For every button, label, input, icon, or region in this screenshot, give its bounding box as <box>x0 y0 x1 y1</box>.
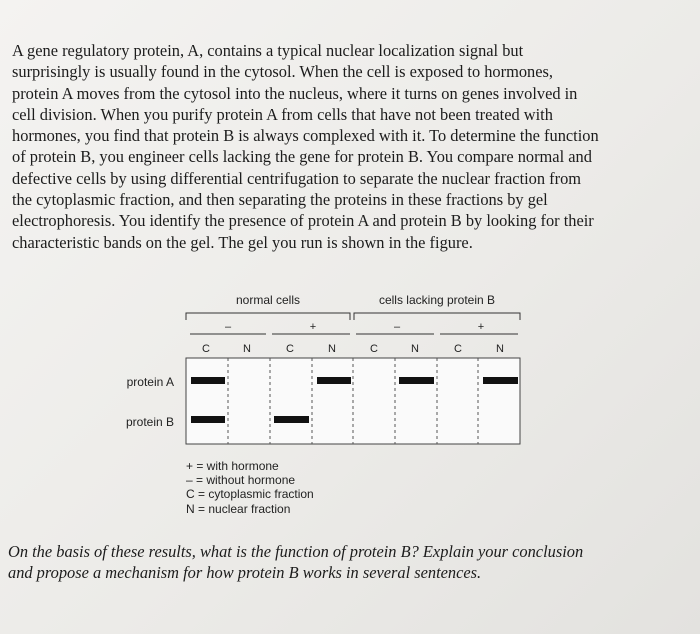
treatment-label: – <box>393 321 401 333</box>
lane-label: N <box>496 343 504 355</box>
lane-label: C <box>286 343 294 355</box>
paragraph-line: cell division. When you purify protein A from cells that have not been treated with <box>12 104 553 124</box>
band-protein-a-lane-4 <box>317 377 351 384</box>
question-line: On the basis of these results, what is the function of protein B? Explain your conclusion <box>8 542 584 561</box>
lane-label: N <box>328 343 336 355</box>
question-line: and propose a mechanism for how protein B works in several sentences. <box>8 563 482 583</box>
paragraph-line: of protein B, you engineer cells lacking the gene for protein B. You compare normal and <box>12 147 592 167</box>
row-label-protein-b: protein B <box>125 415 174 429</box>
treatment-label: + <box>309 321 317 333</box>
band-protein-a-lane-1 <box>191 377 225 384</box>
legend-line: + = with hormone <box>186 459 279 473</box>
lane-label: N <box>243 343 251 355</box>
group-label-lacking-b: cells lacking protein B <box>378 293 496 307</box>
lane-label: C <box>202 343 210 355</box>
group-bracket-lacking-b <box>354 313 520 320</box>
legend-line: C = cytoplasmic fraction <box>186 487 314 502</box>
paragraph-line: A gene regulatory protein, A, contains a typical nuclear localization signal but <box>12 41 524 60</box>
question-text <box>8 541 698 584</box>
paragraph-line: surprisingly is usually found in the cytosol. When the cell is exposed to hormones, <box>12 62 553 82</box>
lane-label: N <box>411 343 419 355</box>
treatment-label: + <box>477 321 485 333</box>
band-protein-b-lane-1 <box>191 416 225 423</box>
lane-label: C <box>454 343 462 355</box>
paragraph-line: hormones, you find that protein B is always complexed with it. To determine the function <box>12 126 599 146</box>
band-protein-b-lane-3 <box>274 416 309 423</box>
group-label-normal: normal cells <box>235 293 301 307</box>
treatment-label: – <box>224 321 232 333</box>
row-label-protein-a: protein A <box>126 375 174 389</box>
paragraph-line: electrophoresis. You identify the presence of protein A and protein B by looking for their <box>12 211 594 231</box>
group-bracket-normal <box>186 313 350 320</box>
legend-line: – = without hormone <box>186 473 296 488</box>
legend-line: N = nuclear fraction <box>186 501 291 516</box>
paragraph-line: protein A moves from the cytosol into the nucleus, where it turns on genes involved in <box>12 83 578 103</box>
band-protein-a-lane-8 <box>483 377 518 384</box>
lane-label: C <box>370 343 378 355</box>
paragraph-line: characteristic bands on the gel. The gel you run is shown in the figure. <box>12 232 473 252</box>
paragraph-line: defective cells by using differential centrifugation to separate the nuclear fraction from <box>12 168 582 188</box>
band-protein-a-lane-6 <box>399 377 434 384</box>
figure-legend <box>186 459 314 516</box>
paragraph-line: the cytoplasmic fraction, and then separating the proteins in these fractions by gel <box>12 190 548 210</box>
